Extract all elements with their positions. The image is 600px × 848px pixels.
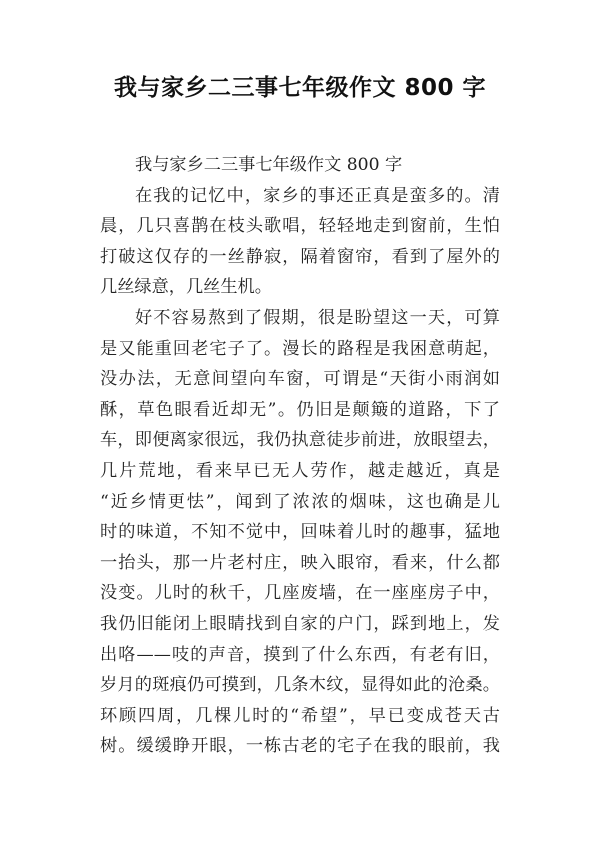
text-line: “近乡情更怯”，闻到了浓浓的烟味，这也确是儿 — [100, 491, 500, 512]
text-line: 好不容易熬到了假期，很是盼望这一天，可算 — [135, 307, 500, 328]
text-line: 树。缓缓睁开眼，一栋古老的宅子在我的眼前，我 — [100, 736, 500, 757]
paragraph-2 — [100, 303, 500, 762]
text-line: 没办法，无意间望向车窗，可谓是“天街小雨润如 — [100, 369, 500, 390]
text-line: 时的味道，不知不觉中，回味着儿时的趣事，猛地 — [100, 522, 500, 543]
document-subtitle: 我与家乡二三事七年级作文 800 字 — [135, 155, 403, 175]
paragraph-1 — [100, 181, 500, 303]
text-line: 岁月的斑痕仍可摸到，几条木纹，显得如此的沧桑。 — [100, 675, 500, 696]
document-title: 我与家乡二三事七年级作文 800 字 — [113, 75, 487, 101]
text-line: 我仍旧能闭上眼睛找到自家的户门，踩到地上，发 — [100, 613, 500, 634]
document-body — [100, 150, 500, 762]
text-line: 打破这仅存的一丝静寂，隔着窗帘，看到了屋外的 — [100, 246, 500, 267]
text-line: 几丝绿意，几丝生机。 — [100, 277, 272, 298]
text-line: 酥，草色眼看近却无”。仍旧是颠簸的道路，下了 — [100, 399, 500, 420]
text-line: 晨，几只喜鹊在枝头歌唱，轻轻地走到窗前，生怕 — [100, 216, 500, 237]
text-line: 环顾四周，几棵儿时的“希望”，早已变成苍天古 — [100, 705, 500, 726]
text-line: 是又能重回老宅子了。漫长的路程是我困意萌起， — [100, 338, 500, 359]
text-line: 没变。儿时的秋千，几座废墙，在一座座房子中， — [100, 583, 500, 604]
text-line: 出咯——吱的声音，摸到了什么东西，有老有旧， — [100, 644, 500, 665]
text-line: 车，即便离家很远，我仍执意徒步前进，放眼望去， — [100, 430, 500, 451]
text-line: 几片荒地，看来早已无人劳作，越走越近，真是 — [100, 460, 500, 481]
text-line: 一抬头，那一片老村庄，映入眼帘，看来，什么都 — [100, 552, 500, 573]
text-line: 在我的记忆中，家乡的事还正真是蛮多的。清 — [135, 185, 500, 206]
